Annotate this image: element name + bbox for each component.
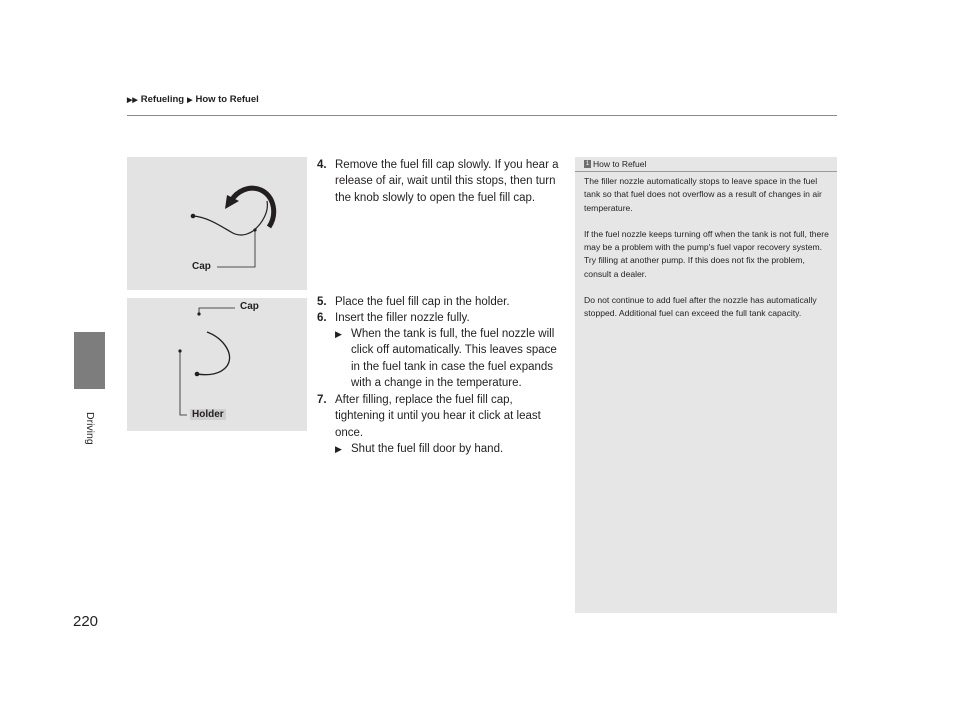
step-number: 5. [317, 296, 327, 308]
note-paragraph: Do not continue to add fuel after the nozzle has automatically stopped. Additional fuel can exceed the full tank capacity. [584, 295, 817, 319]
breadcrumb [127, 94, 259, 105]
note-title: How to Refuel [593, 159, 647, 169]
cap-removal-drawing [127, 157, 307, 290]
note-paragraph: If the fuel nozzle keeps turning off when the tank is not full, there may be a problem with the pump's fuel vapor recovery system. Try filling at another pump. If this does not fix the problem, consult a dealer. [584, 228, 829, 279]
step-text: Remove the fuel fill cap slowly. If you hear a release of air, wait until this stops, then turn the knob slowly to open the fuel fill cap. [335, 159, 559, 204]
step-number: 6. [317, 312, 327, 324]
cap-removal-illustration [127, 157, 307, 290]
step-text: Place the fuel fill cap in the holder. [335, 296, 510, 308]
cap-label: Cap [240, 301, 259, 312]
cap-holder-illustration [127, 298, 307, 431]
result-arrow-icon: ▶ [335, 329, 342, 339]
note-header [575, 157, 837, 172]
note-body [584, 175, 834, 334]
step-5 [317, 294, 562, 310]
step-6 [317, 310, 562, 326]
step-number: 7. [317, 394, 327, 406]
breadcrumb-item-how-to-refuel[interactable]: How to Refuel [195, 94, 259, 105]
step-number: 4. [317, 159, 327, 171]
breadcrumb-arrow-icon: ▶ [187, 96, 193, 104]
step-text: Insert the filler nozzle fully. [335, 312, 470, 324]
result-text: When the tank is full, the fuel nozzle will click off automatically. This leaves space in the fuel tank in case the fuel expands with a change in the temperature. [351, 328, 557, 389]
cap-label: Cap [192, 261, 211, 272]
breadcrumb-arrow-icon: ▶▶ [127, 96, 138, 104]
note-marker-icon: 1 [585, 161, 590, 167]
note-sidebar [575, 157, 837, 613]
result-text: Shut the fuel fill door by hand. [351, 443, 504, 455]
step-6-result [335, 326, 565, 391]
page-number: 220 [73, 613, 99, 630]
section-tab [74, 332, 105, 389]
note-paragraph: The filler nozzle automatically stops to leave space in the fuel tank so that fuel does not overflow as a result of changes in air temperature. [584, 176, 822, 213]
step-7 [317, 392, 562, 441]
step-4 [317, 157, 562, 206]
header-divider [127, 115, 837, 116]
result-arrow-icon: ▶ [335, 444, 342, 454]
holder-label: Holder [192, 409, 224, 420]
section-label: Driving [84, 412, 96, 445]
step-7-result [335, 441, 565, 457]
breadcrumb-item-refueling[interactable]: Refueling [140, 94, 185, 105]
step-text: After filling, replace the fuel fill cap, tightening it until you hear it click at least once. [335, 394, 541, 439]
